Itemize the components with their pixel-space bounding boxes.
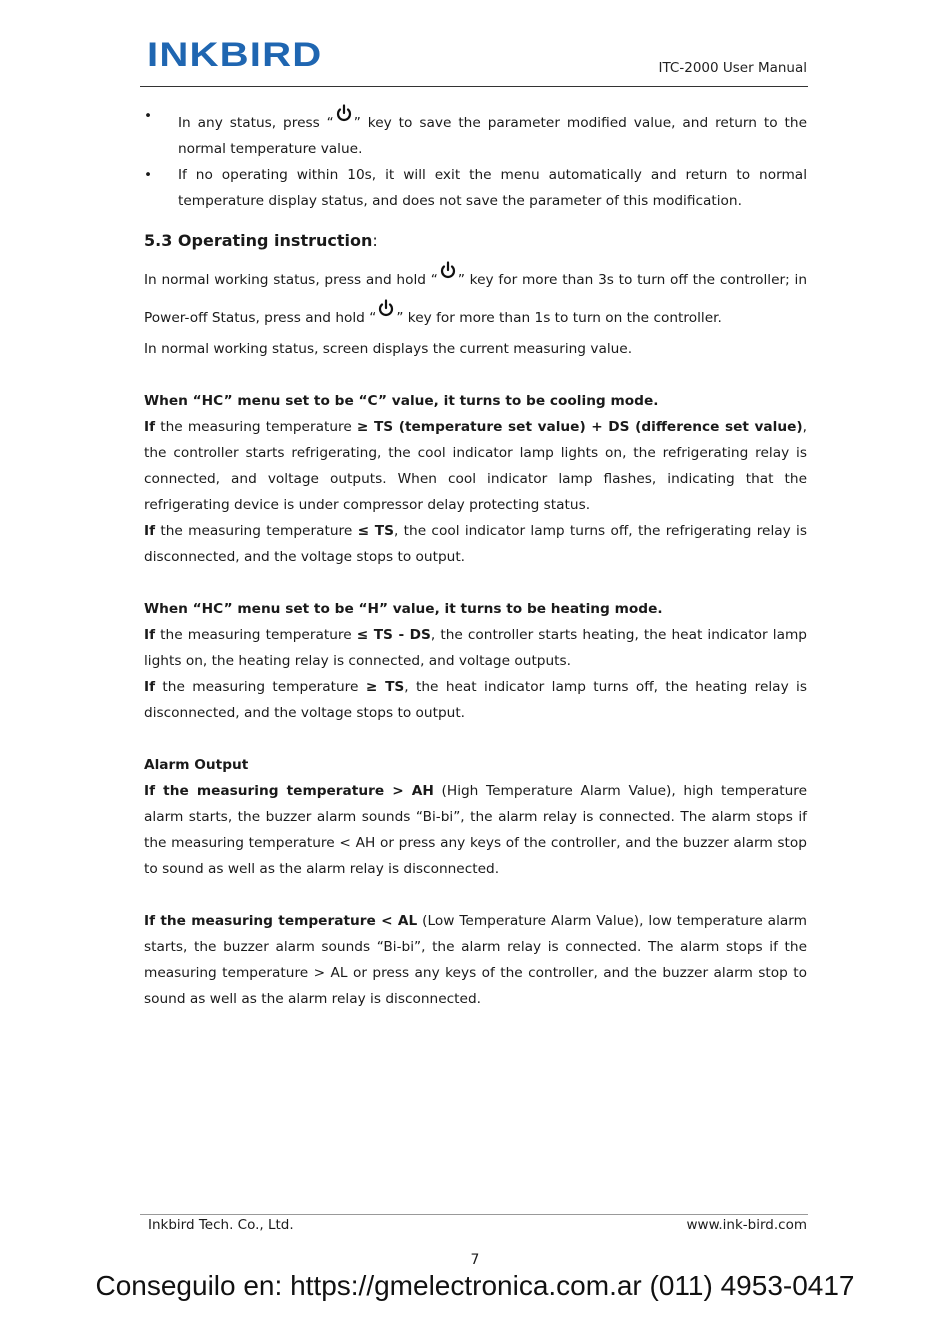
bullet-text-a: In any status, press “ (178, 115, 334, 131)
cooling-heading-text: When “HC” menu set to be “C” value, it turns to be cooling mode. (144, 393, 659, 409)
cooling-paragraph-2 (144, 518, 807, 570)
if-keyword: If (144, 523, 156, 539)
intro-paragraph (144, 260, 807, 336)
bullet-item-timeout (144, 162, 807, 214)
cooling-p2-condition: ≤ TS (357, 523, 394, 539)
alarm-low-condition: If the measuring temperature < AL (144, 913, 418, 929)
alarm-heading (144, 752, 807, 778)
if-keyword: If (144, 627, 156, 643)
heating-p2-condition: ≥ TS (365, 679, 405, 695)
cooling-p2-c: , the cool indicator lamp turns off, the refrigerating relay is disconnected, and the voltage stops to output. (144, 523, 807, 565)
cooling-p1-condition: ≥ TS (temperature set value) + DS (difference set value) (356, 419, 803, 435)
cooling-p1-c: , the controller starts refrigerating, the cool indicator lamp lights on, the refrigerating relay is connected, and voltage outputs. When cool indicator lamp flashes, indicating that the refrigerating device is under compressor delay protecting status. (144, 419, 807, 513)
bullet-text-b: ” key to save the parameter modified value, and return to the normal temperature value. (178, 115, 807, 157)
power-icon (377, 298, 395, 318)
cooling-paragraph-1 (144, 414, 807, 518)
if-keyword: If (144, 419, 156, 435)
intro-text-a: In normal working status, press and hold “ (144, 272, 438, 288)
power-icon (335, 103, 353, 123)
bullet-symbol: • (144, 167, 153, 183)
cooling-p1-a: the measuring temperature (155, 419, 357, 435)
intro-text-b: ” key for more than 3s to turn off the controller; in Power-off Status, press and hold “ (144, 272, 807, 326)
footer-company: Inkbird Tech. Co., Ltd. (148, 1217, 294, 1233)
header-divider (140, 86, 808, 87)
cooling-p2-a: the measuring temperature (155, 523, 358, 539)
seller-watermark: Conseguilo en: https://gmelectronica.com.ar (011) 4953-0417 (95, 1270, 855, 1301)
heating-paragraph-2 (144, 674, 807, 726)
heating-paragraph-1 (144, 622, 807, 674)
alarm-low-text: (Low Temperature Alarm Value), low temperature alarm starts, the buzzer alarm sounds “Bi-bi”, the alarm relay is connected. The alarm stops if the measuring temperature > AL or press any keys of the controller, and the buzzer alarm stop to sound as well as the alarm relay is disconnected. (144, 913, 807, 1007)
heating-p1-condition: ≤ TS - DS (356, 627, 431, 643)
inkbird-logo: INKBIRD (147, 36, 323, 74)
section-heading (144, 228, 807, 254)
page-number: 7 (470, 1252, 480, 1268)
heating-heading-text: When “HC” menu set to be “H” value, it turns to be heating mode. (144, 601, 663, 617)
manual-title: ITC-2000 User Manual (658, 60, 807, 76)
intro-paragraph-display: In normal working status, screen displays the current measuring value. (144, 341, 633, 357)
footer-divider (140, 1214, 808, 1215)
heating-heading (144, 596, 807, 622)
bullet-text: If no operating within 10s, it will exit the menu automatically and return to normal temperature display status, and does not save the parameter of this modification. (178, 167, 807, 209)
cooling-heading (144, 388, 807, 414)
power-icon (439, 260, 457, 280)
bullet-symbol: • (144, 108, 153, 124)
footer-website: www.ink-bird.com (686, 1217, 807, 1233)
section-heading-text: 5.3 Operating instruction (144, 231, 373, 250)
heating-p1-a: the measuring temperature (155, 627, 357, 643)
alarm-high-condition: If the measuring temperature > AH (144, 783, 434, 799)
page-content (144, 103, 807, 1012)
alarm-low-paragraph (144, 908, 807, 1012)
intro-text-c: ” key for more than 1s to turn on the controller. (396, 310, 722, 326)
heating-p1-c: , the controller starts heating, the heat indicator lamp lights on, the heating relay is connected, and voltage outputs. (144, 627, 807, 669)
alarm-heading-text: Alarm Output (144, 757, 249, 773)
heating-p2-a: the measuring temperature (155, 679, 366, 695)
bullet-item-save (144, 103, 807, 162)
alarm-high-paragraph (144, 778, 807, 882)
if-keyword: If (144, 679, 156, 695)
section-heading-colon: : (372, 231, 378, 250)
heating-p2-c: , the heat indicator lamp turns off, the heating relay is disconnected, and the voltage stops to output. (144, 679, 807, 721)
alarm-high-text: (High Temperature Alarm Value), high temperature alarm starts, the buzzer alarm sounds “Bi-bi”, the alarm relay is connected. The alarm stops if the measuring temperature < AH or press any keys of the controller, and the buzzer alarm stop to sound as well as the alarm relay is disconnected. (144, 783, 807, 877)
